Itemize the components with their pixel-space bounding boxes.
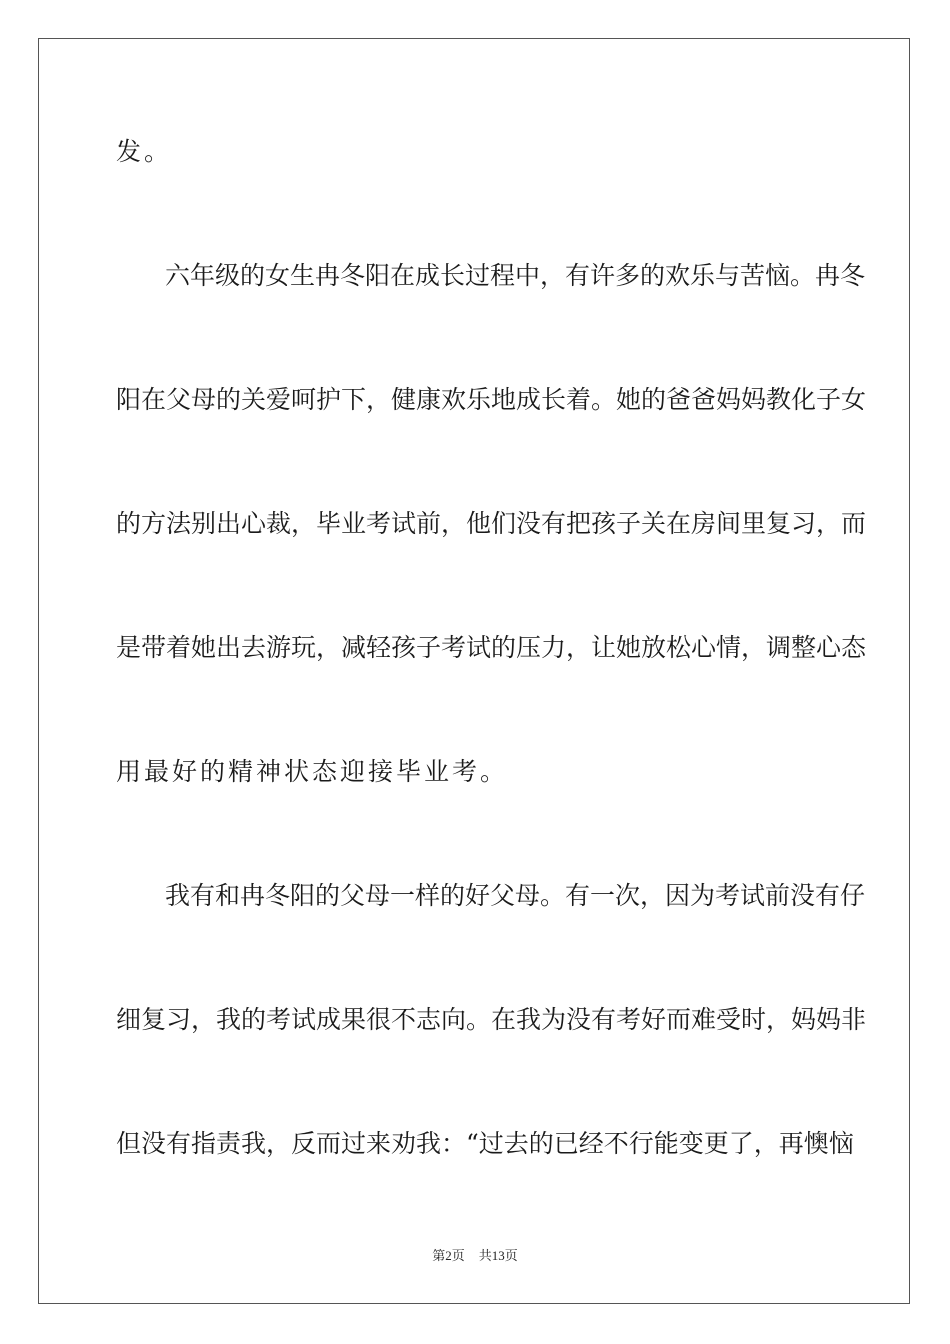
total-pages: 共13页	[478, 1248, 518, 1263]
page-footer	[0, 1247, 950, 1265]
paragraph-2-line-1: 我有和冉冬阳的父母一样的好父母。有一次，因为考试前没有仔	[165, 881, 866, 910]
paragraph-1-line-2: 阳在父母的关爱呵护下，健康欢乐地成长着。她的爸爸妈妈教化子女	[116, 385, 867, 414]
paragraph-2-line-3: 但没有指责我，反而过来劝我：“过去的已经不行能变更了，再懊恼	[116, 1129, 854, 1158]
paragraph-1-line-3: 的方法别出心裁，毕业考试前，他们没有把孩子关在房间里复习，而	[116, 509, 867, 538]
paragraph-1-line-4: 是带着她出去游玩，减轻孩子考试的压力，让她放松心情，调整心态	[116, 633, 867, 662]
paragraph-2-line-2: 细复习，我的考试成果很不志向。在我为没有考好而难受时，妈妈非	[116, 1005, 867, 1034]
paragraph-1-line-5: 用最好的精神状态迎接毕业考。	[116, 757, 509, 786]
page-border	[38, 38, 910, 1304]
paragraph-1-line-1: 六年级的女生冉冬阳在成长过程中，有许多的欢乐与苦恼。冉冬	[165, 261, 866, 290]
page-number: 第2页	[432, 1248, 465, 1263]
text-line-1: 发。	[116, 137, 173, 166]
